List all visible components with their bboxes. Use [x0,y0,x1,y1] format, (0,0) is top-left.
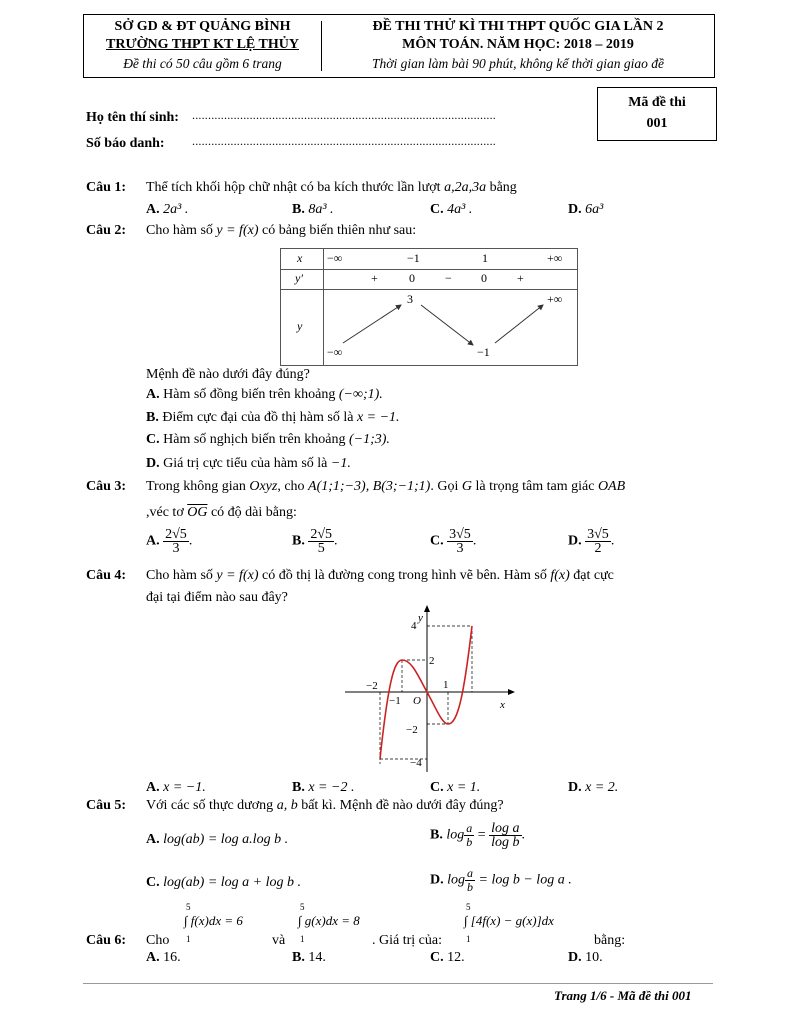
q4-func: y = f(x) [216,568,259,583]
q6-int3-upper: 5 [466,902,471,912]
q3-den-a: 3 [172,541,180,556]
q6-answer-c: 12. [447,950,465,965]
table-y-min: −1 [477,345,490,359]
q5-key-d: D. [430,872,444,888]
q6-int2-upper: 5 [300,902,305,912]
q3-text3: . Gọi [430,479,459,494]
table-x-neg-inf: −∞ [327,251,343,265]
tick-x-minus2: −2 [366,680,378,692]
q2-text-pre: Cho hàm số [146,223,213,238]
q6-key-c: C. [430,950,444,965]
q5-answer-c: log(ab) = log a + log b . [163,875,302,890]
q6-key-d: D. [568,950,582,965]
q2-key-a: A. [146,387,160,402]
q4-option-d[interactable] [568,780,618,796]
subject-year: MÔN TOÁN. NĂM HỌC: 2018 – 2019 [402,37,634,52]
q3-option-a[interactable]: A. $\frac{2√5}{3}$ . [146,527,193,556]
table-sign-3: − [445,271,452,285]
q4-key-c: C. [430,780,444,795]
q6-option-d[interactable] [568,950,603,966]
candidate-id-field[interactable]: ............................................................................................... [192,134,496,148]
q5-d-frac-d: b [467,880,474,894]
q6-answer-a: 16. [163,950,181,965]
q6-option-a[interactable] [146,950,181,966]
q5-label: Câu 5: [86,798,127,813]
q3-stem-line2 [146,505,297,521]
q4-answer-d: x = 2. [585,780,619,795]
q5-option-a[interactable] [146,832,288,848]
q4-stem-line2: đại tại điểm nào sau đây? [146,590,288,605]
footer-rule [83,983,713,984]
exam-code-box [597,87,717,141]
q3-text1: Trong không gian [146,479,246,494]
q6-option-b[interactable] [292,950,326,966]
q4-key-d: D. [568,780,582,795]
q1-dims: a,2a,3a [444,180,487,195]
table-y-label: y [297,319,303,333]
q1-key-b: B. [292,202,305,217]
table-sign-5: + [517,271,524,285]
q2-option-d[interactable] [146,456,351,472]
q5-text-post: bất kì. Mệnh đề nào dưới đây đúng? [301,798,504,813]
q5-answer-a: log(ab) = log a.log b . [163,832,289,847]
q3-key-a: A. [146,533,160,549]
arrow-up-1 [343,305,401,343]
q3-den-c: 3 [456,541,464,556]
q2-stem [146,223,416,239]
tick-x-1: 1 [443,679,449,691]
q2-math-b: x = −1. [356,410,400,425]
table-y-max: 3 [407,292,413,306]
q2-option-c[interactable] [146,432,390,448]
q5-key-b: B. [430,827,443,843]
table-sign-1: + [371,271,378,285]
q5-b-lhs: log [446,827,465,843]
q3-key-d: D. [568,533,582,549]
tick-y-minus4: −4 [410,757,422,769]
table-sign-4: 0 [481,271,487,285]
q1-option-d[interactable] [568,202,603,218]
q1-key-d: D. [568,202,582,217]
q1-text: Thể tích khối hộp chữ nhật có ba kích thước lần lượt [146,180,441,195]
q4-answer-a: x = −1. [163,780,206,795]
x-axis-arrow [508,689,515,695]
school-name: TRƯỜNG THPT KT LỆ THỦY [106,37,299,52]
q4-stem [146,568,614,584]
q5-key-c: C. [146,875,160,890]
q6-int1-lower: 1 [186,934,191,944]
time-note: Thời gian làm bài 90 phút, không kể thời gian giao đề [372,56,664,71]
q3-text4: là trọng tâm tam giác [475,479,595,494]
q3-text2: , cho [277,479,305,494]
exam-title: ĐỀ THI THỬ KÌ THI THPT QUỐC GIA LẦN 2 [372,19,664,34]
q1-key-a: A. [146,202,160,217]
page-footer: Trang 1/6 - Mã đề thi 001 [554,988,692,1003]
q2-text-a: Hàm số đồng biến trên khoảng [163,387,336,402]
graph-x-label: x [500,699,505,711]
q5-option-b[interactable]: B. log $\frac{a}{b}$ = $\frac{\text{log a}}{\text{log b}}$ . [430,821,526,850]
table-y-neg-inf: −∞ [327,345,343,359]
table-y-pos-inf: +∞ [547,292,563,306]
arrow-down [421,305,473,345]
q3-num-d: 3√5 [587,527,609,542]
table-sign-2: 0 [409,271,415,285]
q6-cho: Cho [146,933,170,948]
q2-math-c: (−1;3). [348,432,390,447]
q2-math-d: −1. [330,456,351,471]
q5-b-rhs-n: log a [491,821,520,836]
q4-func2: f(x) [550,568,570,583]
q1-stem [146,180,517,196]
q4-answer-b: x = −2 . [308,780,355,795]
q2-key-b: B. [146,410,159,425]
candidate-name-label: Họ tên thí sinh: [86,110,179,125]
q3-den-d: 2 [594,541,602,556]
q6-answer-d: 10. [585,950,603,965]
exam-code-value: 001 [646,116,668,131]
q6-option-c[interactable] [430,950,465,966]
q1-tail: bằng [489,180,517,195]
q6-int1: ∫ f(x)dx = 6 [184,913,243,928]
q1-option-b[interactable] [292,202,334,218]
q5-d-lhs: log [447,872,466,888]
table-x-1: 1 [482,251,488,265]
q3-option-d[interactable]: D. $\frac{3√5}{2}$ . [568,527,615,556]
variation-table [280,248,578,366]
q6-answer-b: 14. [308,950,326,965]
tick-y-4: 4 [411,620,417,632]
q5-b-eq: = [477,827,486,843]
q5-key-a: A. [146,832,160,847]
q3-stem [146,479,625,495]
q6-label: Câu 6: [86,933,127,948]
q3-num-b: 2√5 [310,527,333,542]
q1-answer-c: 4a³ . [447,202,473,217]
q1-label: Câu 1: [86,180,127,195]
q3-option-b[interactable]: B. $\frac{2√5}{5}$ . [292,527,338,556]
q6-int2-lower: 1 [300,934,305,944]
q4-option-a[interactable] [146,780,206,796]
q3-label: Câu 3: [86,479,127,494]
q3-line2-post: có độ dài bằng: [210,505,297,520]
q6-text-mid: . Giá trị của: [372,933,442,948]
q3-space: Oxyz [249,479,278,494]
q2-key-c: C. [146,432,160,447]
q5-d-rhs: = log b − log a . [478,872,572,888]
q6-key-a: A. [146,950,160,965]
tick-x-minus1: −1 [389,695,401,707]
y-axis-arrow [424,605,430,612]
table-x-label: x [297,251,303,265]
dept-name: SỞ GD & ĐT QUẢNG BÌNH [114,19,291,34]
q6-bang: bằng: [594,933,626,948]
q3-points: A(1;1;−3), B(3;−1;1) [308,479,431,494]
q4-option-b[interactable] [292,780,354,796]
exam-header [83,14,715,78]
q3-option-c[interactable]: C. $\frac{3√5}{3}$ . [430,527,477,556]
q3-key-b: B. [292,533,305,549]
graph-y-label: y [418,612,423,624]
q5-option-d[interactable] [430,867,572,894]
exam-code-label: Mã đề thi [628,95,686,110]
q2-option-b[interactable] [146,410,400,426]
table-yp-label: y′ [295,271,303,285]
q4-option-c[interactable] [430,780,480,796]
q1-answer-a: 2a³ . [163,202,189,217]
q6-int3-lower: 1 [466,934,471,944]
q2-key-d: D. [146,456,160,471]
q2-math-a: (−∞;1). [338,387,383,402]
table-x-pos-inf: +∞ [547,251,563,265]
q6-int2: ∫ g(x)dx = 8 [298,913,360,928]
q2-func: y = f(x) [216,223,259,238]
q5-b-rhs-d: log b [491,835,520,850]
q6-key-b: B. [292,950,305,965]
table-arrows [281,249,577,365]
q4-label: Câu 4: [86,568,127,583]
table-x-minus1: −1 [407,251,420,265]
q5-vars: a, b [276,798,298,813]
candidate-id-label: Số báo danh: [86,136,165,151]
q4-key-b: B. [292,780,305,795]
q3-num-c: 3√5 [449,527,471,542]
q3-vector: $\overline{OG}$ [187,505,208,520]
q2-label: Câu 2: [86,223,127,238]
q1-answer-d: 6a³ [585,202,604,217]
q2-text-d: Giá trị cực tiểu của hàm số là [163,456,328,471]
q5-d-frac-n: a [467,866,474,880]
q5-text-pre: Với các số thực dương [146,798,274,813]
q2-text-b: Điểm cực đại của đồ thị hàm số là [162,410,354,425]
q3-line2-pre: ,véc tơ [146,505,184,520]
q1-option-c[interactable] [430,202,472,218]
q5-b-frac-n: a [466,821,473,835]
q2-text-post: có bảng biến thiên như sau: [261,223,417,238]
q4-answer-c: x = 1. [447,780,481,795]
page-count-note: Đề thi có 50 câu gồm 6 trang [123,56,282,71]
q3-key-c: C. [430,533,444,549]
q2-option-a[interactable] [146,387,383,403]
q4-key-a: A. [146,780,160,795]
q1-key-c: C. [430,202,444,217]
q5-option-c[interactable] [146,875,301,891]
q6-int3: ∫ [4f(x) − g(x)]dx [464,913,554,928]
q5-stem [146,798,504,814]
q6-va: và [272,933,286,948]
q3-triangle: OAB [597,479,626,494]
q4-text-pre: Cho hàm số [146,568,213,583]
q5-b-frac-d: b [466,835,473,849]
graph-origin: O [413,695,421,707]
function-graph [340,604,520,776]
q4-text-mid: có đồ thị là đường cong trong hình vẽ bên. Hàm số [261,568,547,583]
q4-text-post: đạt cực [573,568,614,583]
q2-prompt: Mệnh đề nào dưới đây đúng? [146,367,310,382]
q3-num-a: 2√5 [165,527,187,542]
tick-y-2: 2 [429,655,435,667]
q3-den-b: 5 [317,541,325,556]
q1-answer-b: 8a³ . [308,202,334,217]
q2-text-c: Hàm số nghịch biến trên khoảng [163,432,346,447]
q1-option-a[interactable] [146,202,188,218]
candidate-name-field[interactable]: ............................................................................................... [192,108,496,122]
arrow-up-2 [495,305,543,343]
q3-g: G [461,479,472,494]
q6-int1-upper: 5 [186,902,191,912]
tick-y-minus2: −2 [406,724,418,736]
